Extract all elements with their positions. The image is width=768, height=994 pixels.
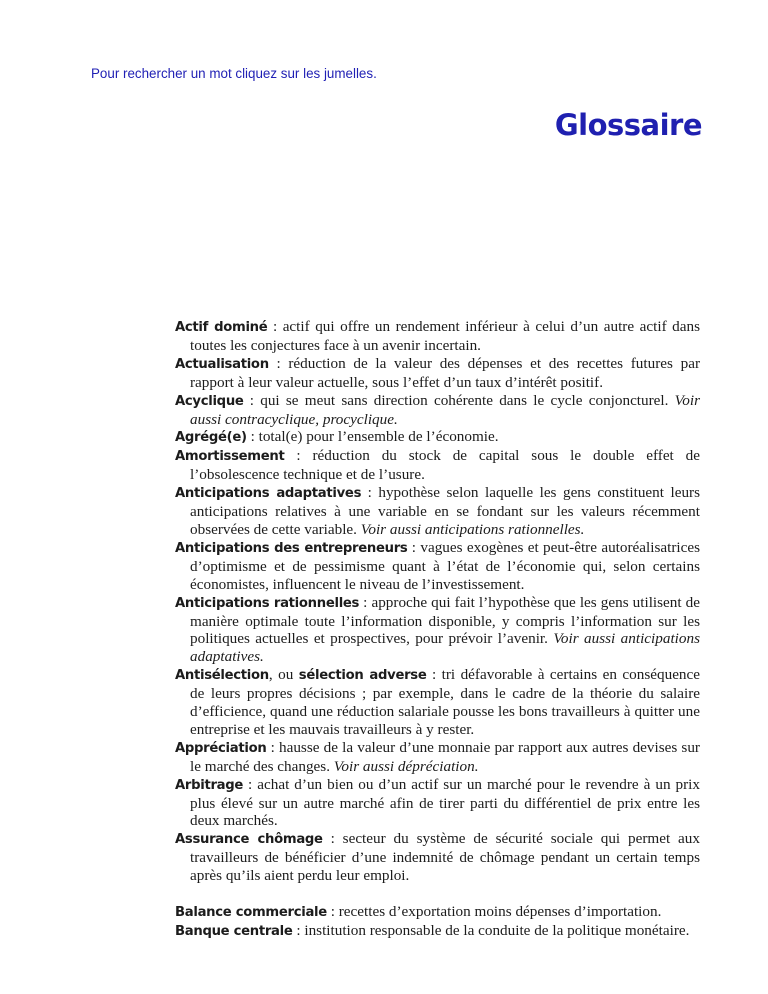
glossary-entry bbox=[175, 739, 700, 776]
glossary-definition: : réduction de la valeur des dépenses et des recettes futures par rapport à leur valeur actuelle, sous l’effet d’un taux d’intérêt positif. bbox=[190, 354, 700, 391]
see-also-reference: Voir aussi contracyclique, procyclique. bbox=[190, 391, 700, 428]
page-title: Glossaire bbox=[554, 108, 702, 142]
glossary-entry bbox=[175, 666, 700, 739]
glossary-list bbox=[175, 318, 700, 941]
glossary-term: Actif dominé bbox=[175, 320, 268, 335]
glossary-entry bbox=[175, 392, 700, 429]
glossary-section-b bbox=[175, 903, 700, 941]
glossary-definition: : achat d’un bien ou d’un actif sur un marché pour le revendre à un prix plus élevé sur un autre marché afin de tirer parti du différentiel de prix entre les deux marchés. bbox=[190, 775, 700, 830]
glossary-entry bbox=[175, 355, 700, 392]
glossary-definition: : total(e) pour l’ensemble de l’économie. bbox=[246, 428, 499, 446]
glossary-definition: : actif qui offre un rendement inférieur à celui d’un autre actif dans toutes les conjectures face à un avenir incertain. bbox=[190, 318, 700, 354]
glossary-definition: : hausse de la valeur d’une monnaie par rapport aux autres devises sur le marché des changes. bbox=[190, 738, 700, 775]
glossary-term: Anticipations rationnelles bbox=[175, 595, 360, 611]
glossary-term: Actualisation bbox=[175, 356, 269, 372]
glossary-term: Arbitrage bbox=[175, 777, 244, 793]
glossary-term: Antisélection bbox=[175, 668, 269, 684]
section-gap bbox=[175, 885, 700, 903]
glossary-entry bbox=[175, 922, 700, 941]
glossary-term: Anticipations adaptatives bbox=[175, 486, 362, 502]
glossary-entry bbox=[175, 594, 700, 667]
glossary-term: Balance commerciale bbox=[175, 905, 327, 921]
glossary-term: Anticipations des entrepreneurs bbox=[175, 540, 408, 556]
glossary-entry bbox=[175, 447, 700, 484]
glossary-definition: : tri défavorable à certains en conséquence de leurs propres décisions ; par exemple, dans le cadre de la théorie du salaire d’efficience, quand une réduction salariale pousse les bons travailleurs à quitter une entreprise et les mauvais travailleurs à y rester. bbox=[190, 666, 701, 738]
glossary-entry bbox=[175, 484, 700, 539]
glossary-definition: : recettes d’exportation moins dépenses d’importation. bbox=[326, 903, 662, 921]
glossary-term: Banque centrale bbox=[175, 924, 293, 939]
glossary-term-alt: sélection adverse bbox=[298, 668, 427, 684]
glossary-definition: : réduction du stock de capital sous le double effet de l’obsolescence technique et de l’usure. bbox=[190, 447, 700, 484]
glossary-definition: : qui se meut sans direction cohérente dans le cycle conjoncturel. bbox=[243, 391, 675, 409]
glossary-term: Agrégé(e) bbox=[175, 430, 247, 446]
glossary-entry bbox=[175, 830, 700, 885]
glossary-definition: : vagues exogènes et peut-être autoréalisatrices d’optimisme et de pessimisme quant à l’état de l’économie qui, selon certains économistes, influencent le niveau de l’investissement. bbox=[190, 538, 700, 593]
glossary-entry bbox=[175, 539, 700, 594]
see-also-reference: Voir aussi dépréciation. bbox=[333, 757, 479, 775]
glossary-term: Assurance chômage bbox=[175, 832, 323, 848]
glossary-term: Amortissement bbox=[175, 449, 285, 465]
term-connector: , ou bbox=[268, 666, 299, 684]
glossary-term: Appréciation bbox=[175, 740, 267, 756]
glossary-term: Acyclique bbox=[175, 393, 244, 409]
glossary-definition: : hypothèse selon laquelle les gens constituent leurs anticipations relatives à une variable en se fondant sur les valeurs récemment observées de cette variable. bbox=[190, 484, 700, 538]
glossary-entry bbox=[175, 428, 700, 447]
glossary-entry bbox=[175, 903, 700, 922]
see-also-reference: Voir aussi anticipations rationnelles. bbox=[360, 520, 585, 538]
glossary-definition: : secteur du système de sécurité sociale qui permet aux travailleurs de bénéficier d’une indemnité de chômage pendant un certain temps après qu’ils aient perdu leur emploi. bbox=[190, 830, 700, 885]
search-hint-link[interactable]: Pour rechercher un mot cliquez sur les jumelles. bbox=[91, 66, 377, 81]
glossary-entry bbox=[175, 318, 700, 355]
glossary-section-a bbox=[175, 318, 700, 885]
glossary-definition: : institution responsable de la conduite de la politique monétaire. bbox=[292, 922, 690, 939]
glossary-definition: : approche qui fait l’hypothèse que les gens utilisent de manière optimale toute l’information disponible, y compris l’information sur les politiques actuelles et prospectives, pour prévoir l’avenir. bbox=[190, 593, 700, 648]
glossary-entry bbox=[175, 776, 700, 831]
see-also-reference: Voir aussi anticipations adaptatives. bbox=[190, 630, 700, 666]
